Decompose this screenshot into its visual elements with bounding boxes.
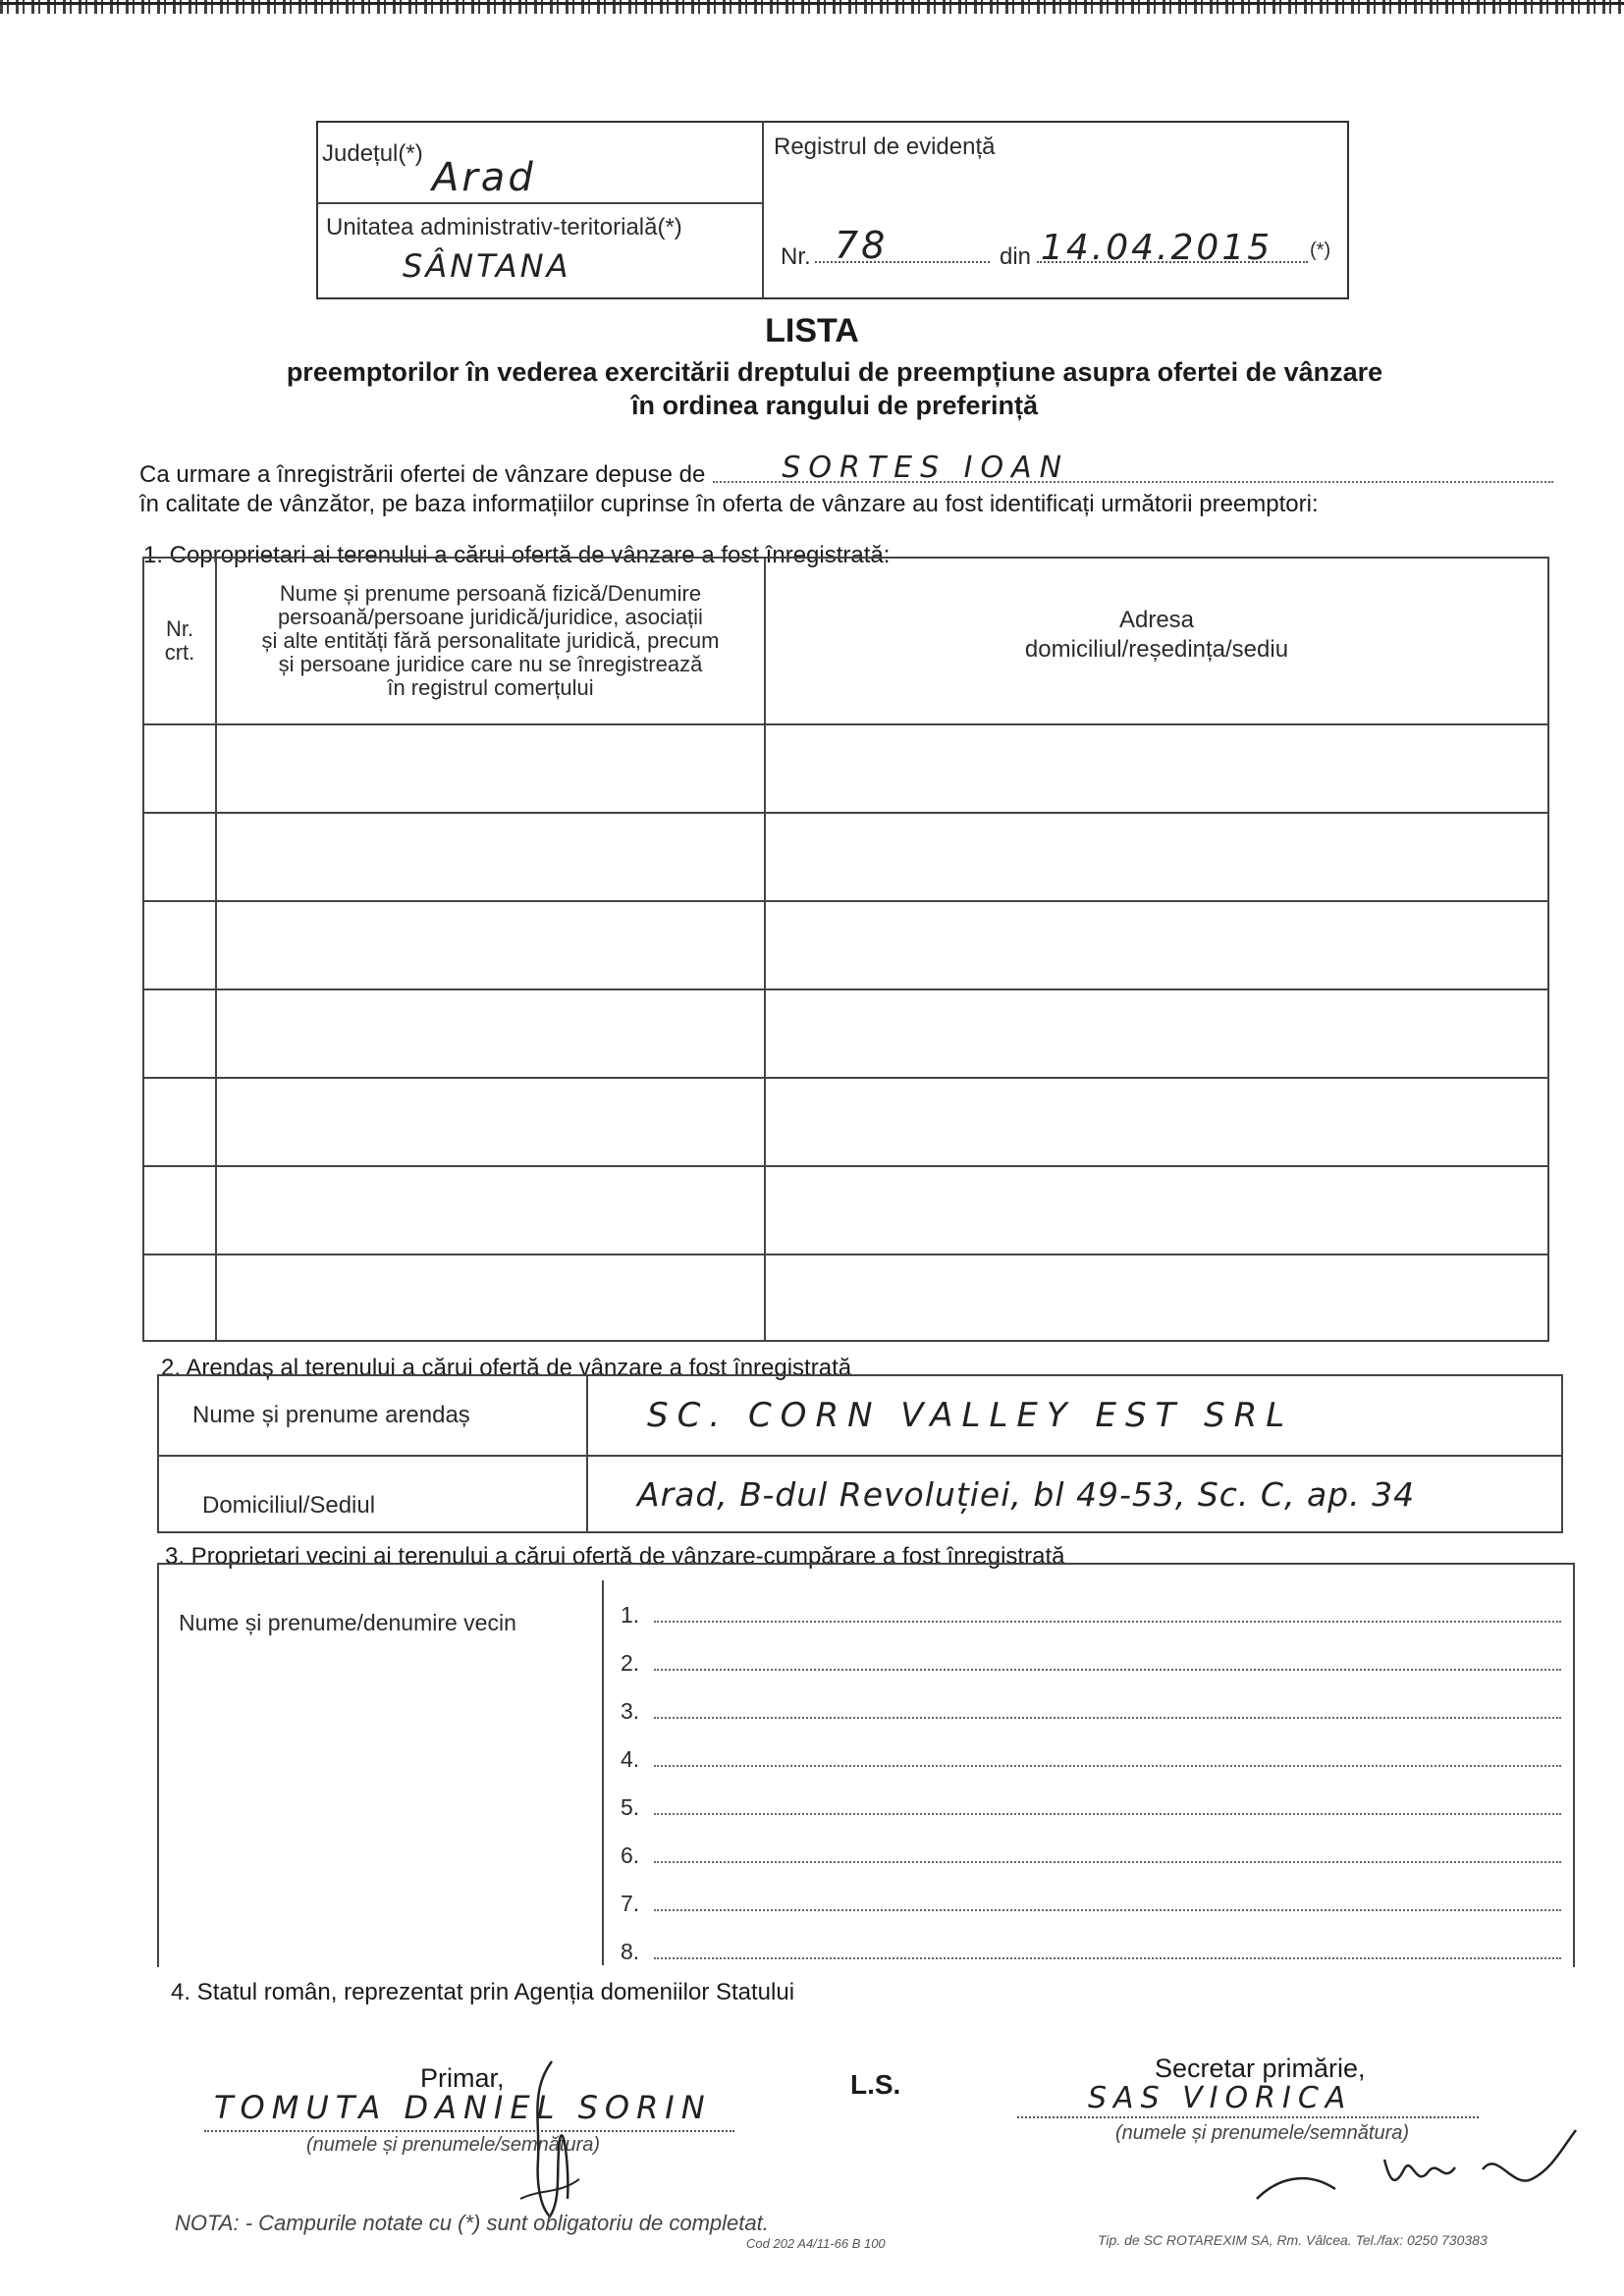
list-item [621, 1773, 1561, 1821]
secretary-caption: (numele și prenumele/semnătura) [1115, 2122, 1410, 2144]
list-item [621, 1629, 1561, 1677]
neighbors-list [621, 1580, 1561, 1965]
footer-printer: Tip. de SC ROTAREXIM SA, Rm. Vâlcea. Tel./fax: 0250 730383 [1098, 2232, 1488, 2248]
secretary-label: Secretar primărie, [1155, 2054, 1366, 2083]
secretary-signature-icon [1237, 2110, 1591, 2218]
section4-title: 4. Statul român, reprezentat prin Agenția domeniilor Statului [171, 1979, 795, 2005]
county-value: Arad [432, 155, 536, 200]
neighbor-number: 4. [621, 1746, 640, 1772]
header-divider-horizontal [316, 202, 764, 204]
list-item [621, 1725, 1561, 1773]
mayor-label: Primar, [420, 2063, 505, 2093]
unit-label: Unitatea administrativ-teritorială(*) [326, 214, 682, 240]
neighbor-number: 6. [621, 1842, 640, 1868]
county-label: Județul(*) [322, 140, 423, 167]
footer-note: NOTA: - Campurile notate cu (*) sunt obligatoriu de completat. [175, 2211, 769, 2235]
intro-line1 [139, 451, 1553, 489]
tenant-address-label: Domiciliul/Sediul [158, 1456, 587, 1532]
tenant-name-label: Nume și prenume arendaș [158, 1375, 587, 1456]
neighbor-dotted-line [654, 1909, 1561, 1911]
col-address-line2: domiciliul/reședința/sediu [1024, 636, 1289, 663]
unit-value: SÂNTANA [403, 247, 571, 285]
list-item [621, 1869, 1561, 1917]
seal-label: L.S. [850, 2069, 901, 2100]
footer-code: Cod 202 A4/11-66 B 100 [746, 2236, 886, 2251]
table-row [143, 1255, 1548, 1341]
list-item [621, 1821, 1561, 1869]
table-row [143, 1166, 1548, 1255]
din-label: din [1000, 243, 1032, 270]
tenant-address-cell [587, 1456, 1562, 1532]
mayor-caption: (numele și prenumele/semnătura) [306, 2134, 601, 2156]
neighbor-number: 2. [621, 1650, 640, 1676]
tenant-name-cell [587, 1375, 1562, 1456]
neighbor-number: 3. [621, 1698, 640, 1724]
neighbor-number: 1. [621, 1602, 640, 1628]
table-row [143, 1078, 1548, 1166]
col-address-header [765, 558, 1548, 724]
col-nr-line2: crt. [164, 640, 195, 665]
mayor-name: TOMUTA DANIEL SORIN [214, 2089, 712, 2126]
coowners-table [142, 557, 1549, 1342]
nr-label: Nr. [781, 243, 811, 270]
tenant-table [157, 1374, 1563, 1533]
list-item [621, 1677, 1561, 1725]
table-row [143, 989, 1548, 1078]
list-item [621, 1580, 1561, 1629]
neighbors-divider [602, 1580, 604, 1965]
secretary-name: SAS VIORICA [1088, 2081, 1353, 2115]
section2-title: 2. Arendaș al terenului a cărui ofertă de vânzare a fost înregistrată [161, 1355, 852, 1381]
neighbor-number: 7. [621, 1891, 640, 1916]
tenant-name-row [158, 1375, 1562, 1456]
intro-prefix: Ca urmare a înregistrării ofertei de vânzare depuse de [139, 461, 706, 488]
col-name-line4: și persoane juridice care nu se înregistrează [278, 652, 703, 676]
section1-title: 1. Coproprietari ai terenului a cărui ofertă de vânzare a fost înregistrată: [143, 542, 891, 568]
tenant-name-value: SC. CORN VALLEY EST SRL [647, 1396, 1294, 1435]
neighbor-dotted-line [654, 1717, 1561, 1719]
scan-line [0, 2, 1624, 5]
col-name-line1: Nume și prenume persoană fizică/Denumire [279, 581, 702, 606]
col-nr-header [143, 558, 216, 724]
date-asterisk: (*) [1310, 240, 1331, 261]
neighbor-dotted-line [654, 1957, 1561, 1959]
neighbor-dotted-line [654, 1765, 1561, 1767]
col-name-line2: persoană/persoane juridică/juridice, asociații [278, 605, 703, 629]
seller-name: SORTES IOAN [782, 451, 1070, 485]
mayor-dotted-line [204, 2130, 734, 2132]
registry-label: Registrul de evidență [774, 133, 996, 160]
document-subtitle-line1: preemptorilor în vederea exercitării dreptului de preempțiune asupra ofertei de vânzare [286, 357, 1383, 387]
neighbor-dotted-line [654, 1861, 1561, 1863]
neighbor-number: 5. [621, 1794, 640, 1820]
document-subtitle-line2: în ordinea rangului de preferință [630, 391, 1039, 420]
coowners-header-row [143, 558, 1548, 724]
neighbor-dotted-line [654, 1813, 1561, 1815]
tenant-address-value: Arad, B-dul Revoluției, bl 49-53, Sc. C, ap. 34 [637, 1474, 1416, 1514]
document-title: LISTA [765, 312, 859, 349]
neighbor-number: 8. [621, 1939, 640, 1964]
table-row [143, 724, 1548, 813]
neighbors-label: Nume și prenume/denumire vecin [179, 1610, 516, 1635]
col-nr-line1: Nr. [165, 616, 194, 641]
intro-line2: în calitate de vânzător, pe baza informațiilor cuprinse în oferta de vânzare au fost identificați următorii preemptori: [139, 491, 1319, 517]
col-address-line1: Adresa [1118, 607, 1195, 633]
neighbor-dotted-line [654, 1669, 1561, 1671]
date-value: 14.04.2015 [1041, 228, 1273, 268]
mayor-signature-icon [491, 2052, 609, 2228]
nr-value: 78 [835, 224, 889, 267]
col-name-line5: în registrul comerțului [387, 675, 594, 700]
table-row [143, 901, 1548, 989]
tenant-address-row [158, 1456, 1562, 1532]
header-divider-vertical [762, 121, 764, 297]
section3-title: 3. Proprietari vecini ai terenului a cărui ofertă de vânzare-cumpărare a fost înregistrată [165, 1543, 1065, 1570]
list-item [621, 1917, 1561, 1965]
col-name-header [216, 558, 765, 724]
neighbor-dotted-line [654, 1621, 1561, 1623]
intro-dots [713, 451, 1553, 485]
table-row [143, 813, 1548, 901]
col-name-line3: și alte entități fără personalitate juridică, precum [261, 628, 720, 653]
